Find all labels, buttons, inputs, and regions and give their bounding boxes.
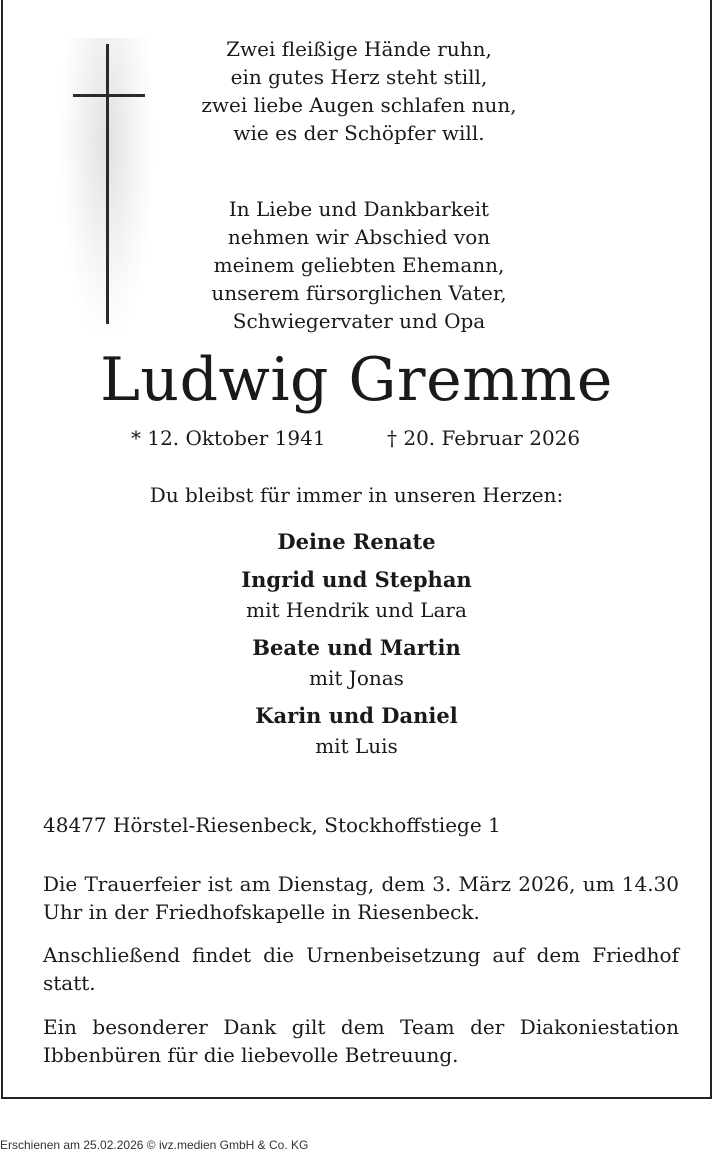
- farewell-line: unserem fürsorglichen Vater,: [211, 281, 507, 305]
- thanks-paragraph: Ein besonderer Dank gilt dem Team der Diakoniestation Ibbenbüren für die liebevolle Betreuung.: [43, 1015, 679, 1067]
- family-name: Beate und Martin: [252, 635, 461, 660]
- family-children: mit Jonas: [309, 666, 404, 690]
- poem: [99, 35, 619, 147]
- family-group: [3, 701, 710, 761]
- obituary-notice: [1, 0, 712, 1099]
- family-list: [3, 527, 710, 761]
- family-name: Deine Renate: [277, 529, 436, 554]
- family-group: [3, 565, 710, 625]
- poem-line: ein gutes Herz steht still,: [230, 65, 488, 89]
- publication-footer: Erschienen am 25.02.2026 © ivz.medien GmbH & Co. KG: [0, 1138, 309, 1152]
- family-children: mit Hendrik und Lara: [246, 598, 467, 622]
- farewell-line: Schwiegervater und Opa: [232, 309, 486, 333]
- deceased-name: Ludwig Gremme: [100, 345, 613, 415]
- closing-line: Du bleibst für immer in unseren Herzen:: [149, 483, 564, 507]
- family-children: mit Luis: [315, 734, 398, 758]
- family-name: Ingrid und Stephan: [241, 567, 472, 592]
- address: 48477 Hörstel-Riesenbeck, Stockhoffstiege 1: [43, 813, 501, 837]
- poem-line: wie es der Schöpfer will.: [233, 121, 485, 145]
- family-group: [3, 633, 710, 693]
- poem-line: zwei liebe Augen schlafen nun,: [201, 93, 517, 117]
- burial-paragraph: Anschließend findet die Urnenbeisetzung auf dem Friedhof statt.: [43, 943, 679, 995]
- farewell-line: meinem geliebten Ehemann,: [213, 253, 505, 277]
- family-name: Karin und Daniel: [255, 703, 458, 728]
- service-paragraph: Die Trauerfeier ist am Dienstag, dem 3. März 2026, um 14.30 Uhr in der Friedhofskapelle in Riesenbeck.: [43, 872, 679, 924]
- family-group: [3, 527, 710, 557]
- poem-line: Zwei fleißige Hände ruhn,: [226, 37, 492, 61]
- farewell-line: nehmen wir Abschied von: [227, 225, 491, 249]
- farewell-text: [99, 195, 619, 335]
- farewell-line: In Liebe und Dankbarkeit: [228, 197, 490, 221]
- birth-date: * 12. Oktober 1941: [131, 426, 326, 450]
- death-date: † 20. Februar 2026: [387, 426, 581, 450]
